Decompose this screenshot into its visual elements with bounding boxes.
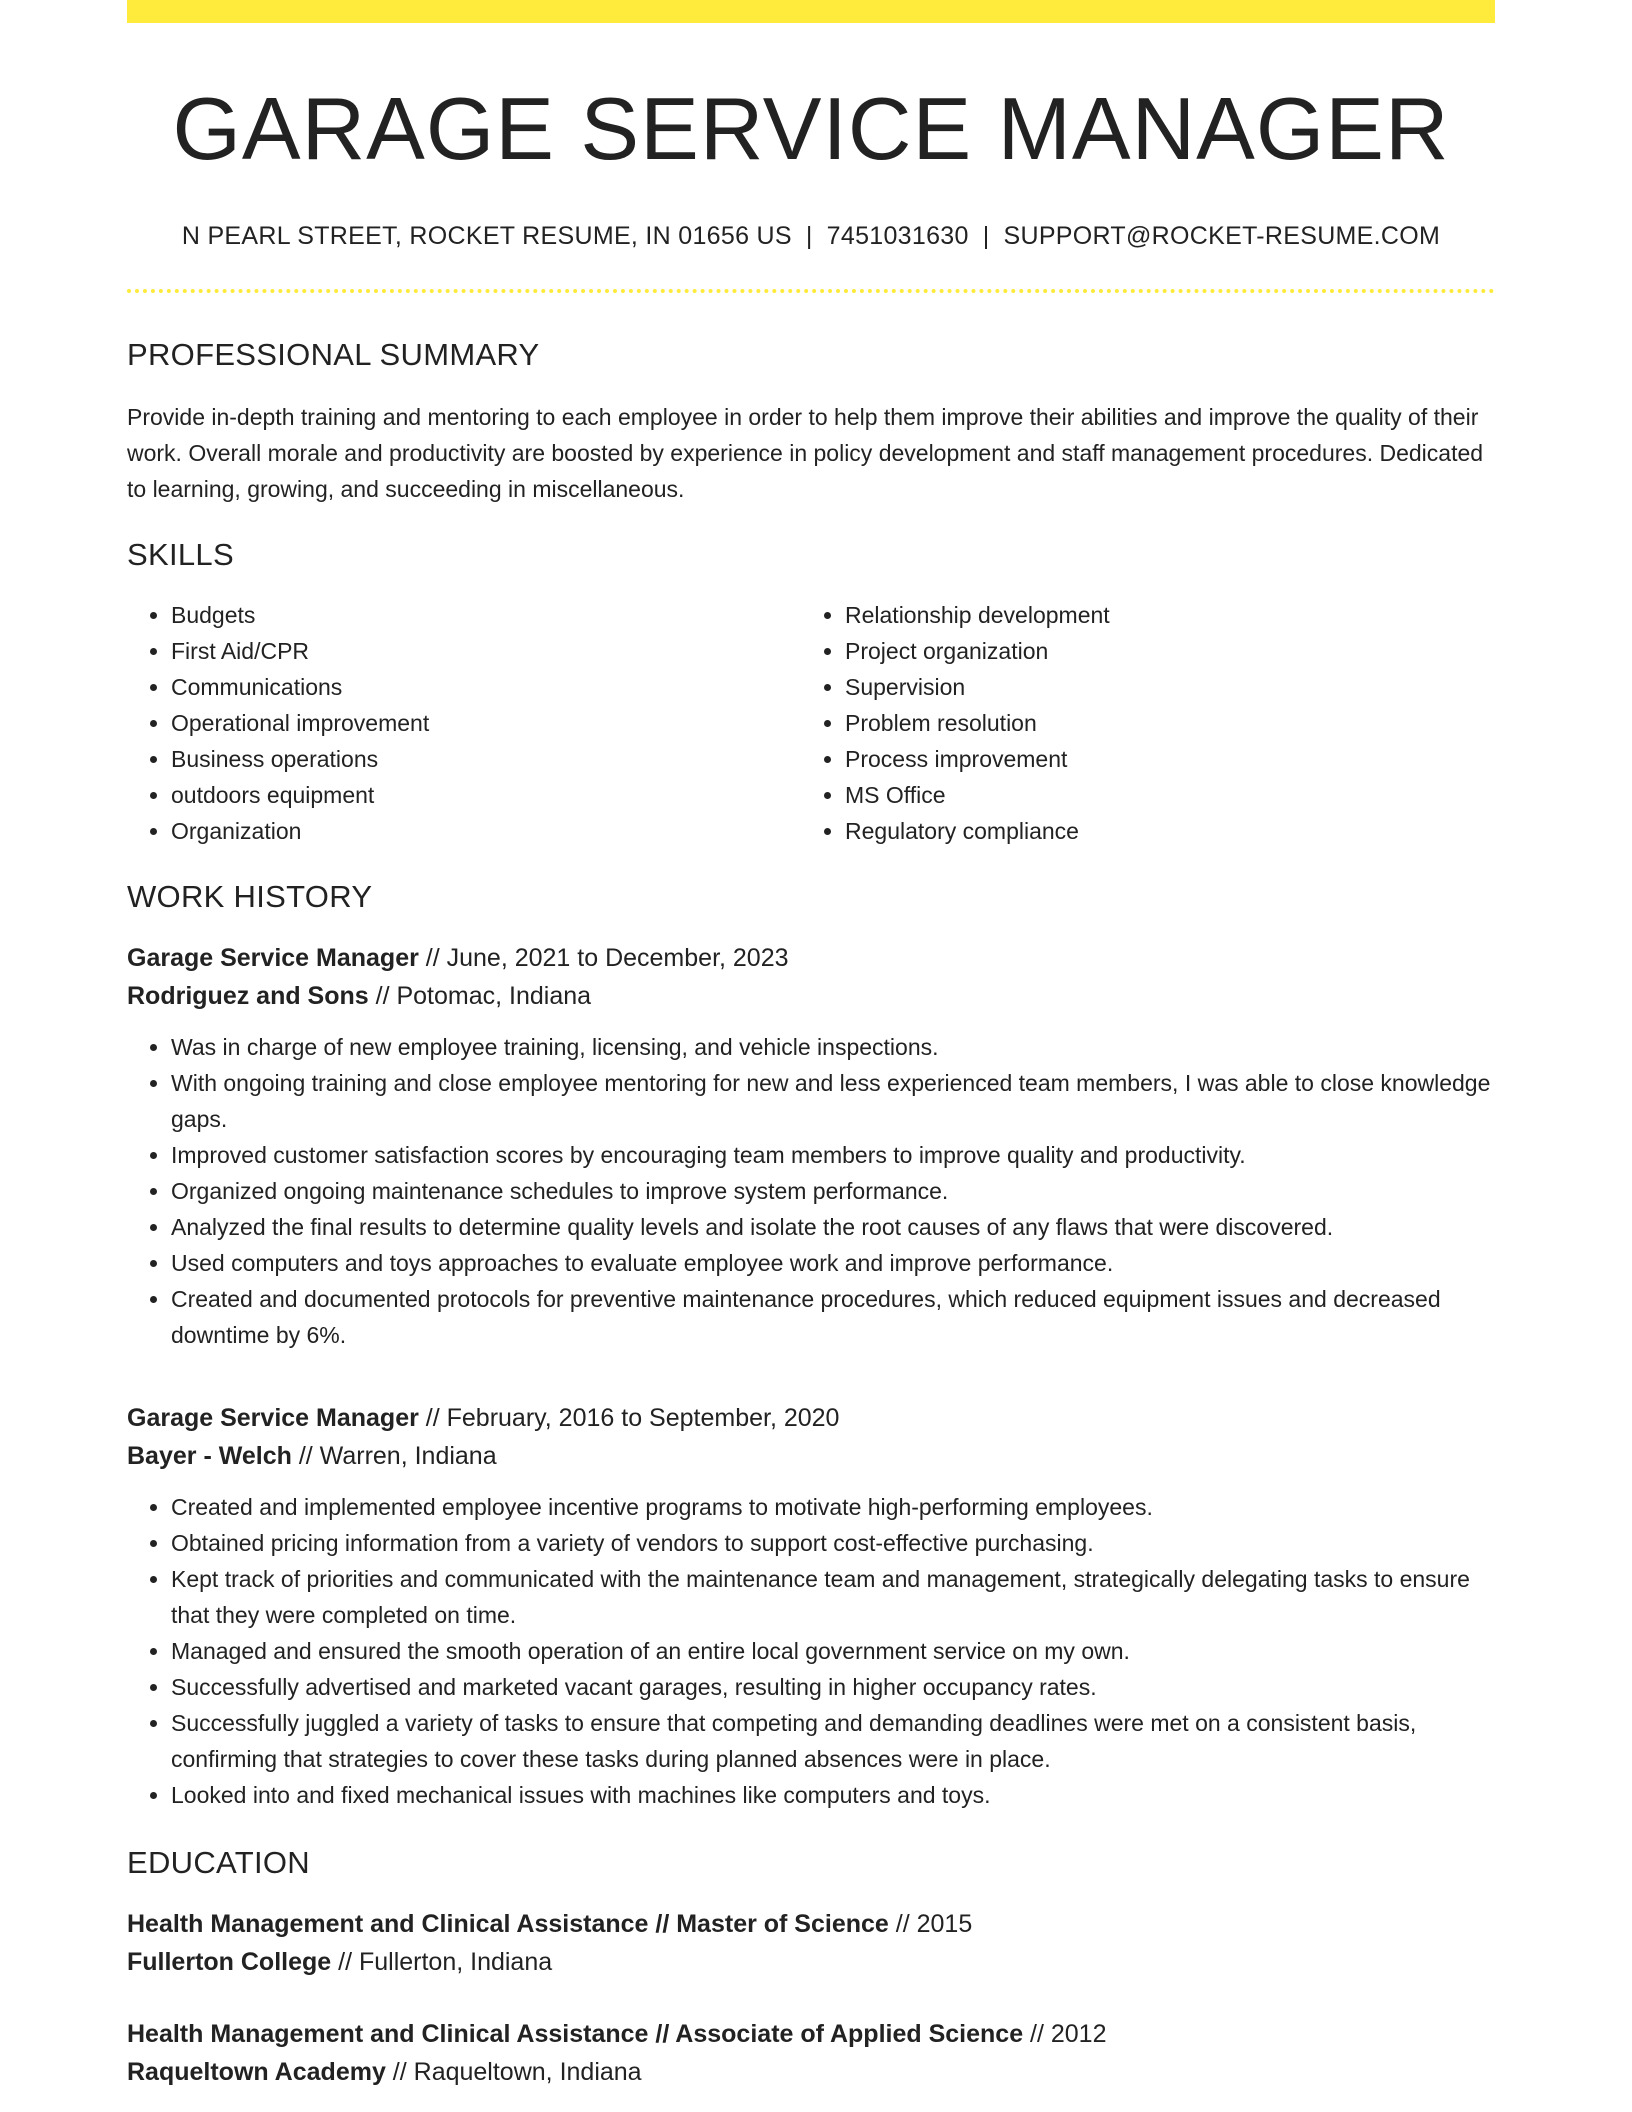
resume-content (127, 23, 1495, 2091)
contact-phone: 7451031630 (826, 221, 969, 250)
job-bullet: • Organized ongoing maintenance schedules to improve system performance. (171, 1173, 1495, 1209)
job-company-line (127, 1437, 1495, 1475)
summary-heading: PROFESSIONAL SUMMARY (127, 336, 540, 372)
skill-item: • Relationship development (845, 597, 1475, 633)
education-degree: Health Management and Clinical Assistance // Associate of Applied Science (127, 2019, 1024, 2048)
job-bullet: • Improved customer satisfaction scores by encouraging team members to improve quality and productivity. (171, 1137, 1495, 1173)
job-bullet: • Successfully juggled a variety of tasks to ensure that competing and demanding deadlines were met on a consistent basis, confirming that strategies to cover these tasks during planned absences were in place. (171, 1705, 1495, 1777)
job-dates: // June, 2021 to December, 2023 (418, 943, 789, 972)
skill-item: • Budgets (171, 597, 801, 633)
job-company-line (127, 977, 1495, 1015)
accent-bar (127, 0, 1495, 23)
education-year: // 2015 (888, 1909, 973, 1938)
job-dates: // February, 2016 to September, 2020 (418, 1403, 840, 1432)
job-bullet: • Created and implemented employee incentive programs to motivate high-performing employees. (171, 1489, 1495, 1525)
job-bullets (127, 1029, 1495, 1353)
skill-item: • Problem resolution (845, 705, 1475, 741)
job-bullet: • Analyzed the final results to determine quality levels and isolate the root causes of any flaws that were discovered. (171, 1209, 1495, 1245)
skills-right-list (801, 597, 1475, 849)
job-bullets (127, 1489, 1495, 1813)
skill-item: • Process improvement (845, 741, 1475, 777)
work-history-heading: WORK HISTORY (127, 878, 373, 914)
job-bullet: • Created and documented protocols for preventive maintenance procedures, which reduced equipment issues and decreased downtime by 6%. (171, 1281, 1495, 1353)
job-company: Rodriguez and Sons (127, 981, 369, 1010)
job-role-line (127, 939, 1495, 977)
education-entry (127, 1905, 1495, 1981)
job-entry (127, 1399, 1495, 1813)
education-location: // Raqueltown, Indiana (385, 2057, 642, 2086)
summary-text: Provide in-depth training and mentoring to each employee in order to help them improve their abilities and improve the quality of their work. Overall morale and productivity are boosted by experience in policy development and staff management procedures. Dedicated to learning, growing, and succeeding in miscellaneous. (127, 403, 1484, 502)
job-location: // Warren, Indiana (291, 1441, 497, 1470)
dotted-divider (127, 289, 1495, 293)
skill-item: • MS Office (845, 777, 1475, 813)
skill-item: • Organization (171, 813, 801, 849)
job-location: // Potomac, Indiana (368, 981, 592, 1010)
job-bullet: • Successfully advertised and marketed vacant garages, resulting in higher occupancy rates. (171, 1669, 1495, 1705)
education-entry (127, 2015, 1495, 2091)
education-degree: Health Management and Clinical Assistance // Master of Science (127, 1909, 889, 1938)
job-bullet: • With ongoing training and close employee mentoring for new and less experienced team members, I was able to close knowledge gaps. (171, 1065, 1495, 1137)
job-bullet: • Looked into and fixed mechanical issues with machines like computers and toys. (171, 1777, 1495, 1813)
skill-item: • First Aid/CPR (171, 633, 801, 669)
contact-separator: | (805, 221, 813, 250)
job-bullet: • Was in charge of new employee training, licensing, and vehicle inspections. (171, 1029, 1495, 1065)
candidate-title: GARAGE SERVICE MANAGER (172, 79, 1450, 178)
skill-item: • Regulatory compliance (845, 813, 1475, 849)
job-bullet: • Obtained pricing information from a variety of vendors to support cost-effective purchasing. (171, 1525, 1495, 1561)
education-location: // Fullerton, Indiana (331, 1947, 553, 1976)
contact-address: N PEARL STREET, ROCKET RESUME, IN 01656 US (181, 221, 792, 250)
education-degree-line (127, 1905, 1495, 1943)
job-company: Bayer - Welch (127, 1441, 292, 1470)
education-degree-line (127, 2015, 1495, 2053)
job-entry (127, 939, 1495, 1353)
skill-item: • Business operations (171, 741, 801, 777)
skills-heading: SKILLS (127, 536, 234, 572)
skills-left-list (127, 597, 801, 849)
education-school-line (127, 1943, 1495, 1981)
skill-item: • outdoors equipment (171, 777, 801, 813)
skill-item: • Supervision (845, 669, 1475, 705)
job-role-line (127, 1399, 1495, 1437)
contact-email: SUPPORT@ROCKET-RESUME.COM (1003, 221, 1441, 250)
contact-separator: | (982, 221, 990, 250)
skill-item: • Communications (171, 669, 801, 705)
skills-grid (127, 597, 1495, 849)
education-school: Fullerton College (127, 1947, 332, 1976)
job-bullet: • Kept track of priorities and communicated with the maintenance team and management, strategically delegating tasks to ensure that they were completed on time. (171, 1561, 1495, 1633)
education-heading: EDUCATION (127, 1844, 310, 1880)
job-bullet: • Managed and ensured the smooth operation of an entire local government service on my own. (171, 1633, 1495, 1669)
education-school: Raqueltown Academy (127, 2057, 386, 2086)
job-role: Garage Service Manager (127, 1403, 419, 1432)
skill-item: • Project organization (845, 633, 1475, 669)
education-year: // 2012 (1023, 2019, 1107, 2048)
education-school-line (127, 2053, 1495, 2091)
skill-item: • Operational improvement (171, 705, 801, 741)
job-role: Garage Service Manager (127, 943, 419, 972)
contact-line (127, 222, 1495, 251)
job-bullet: • Used computers and toys approaches to evaluate employee work and improve performance. (171, 1245, 1495, 1281)
